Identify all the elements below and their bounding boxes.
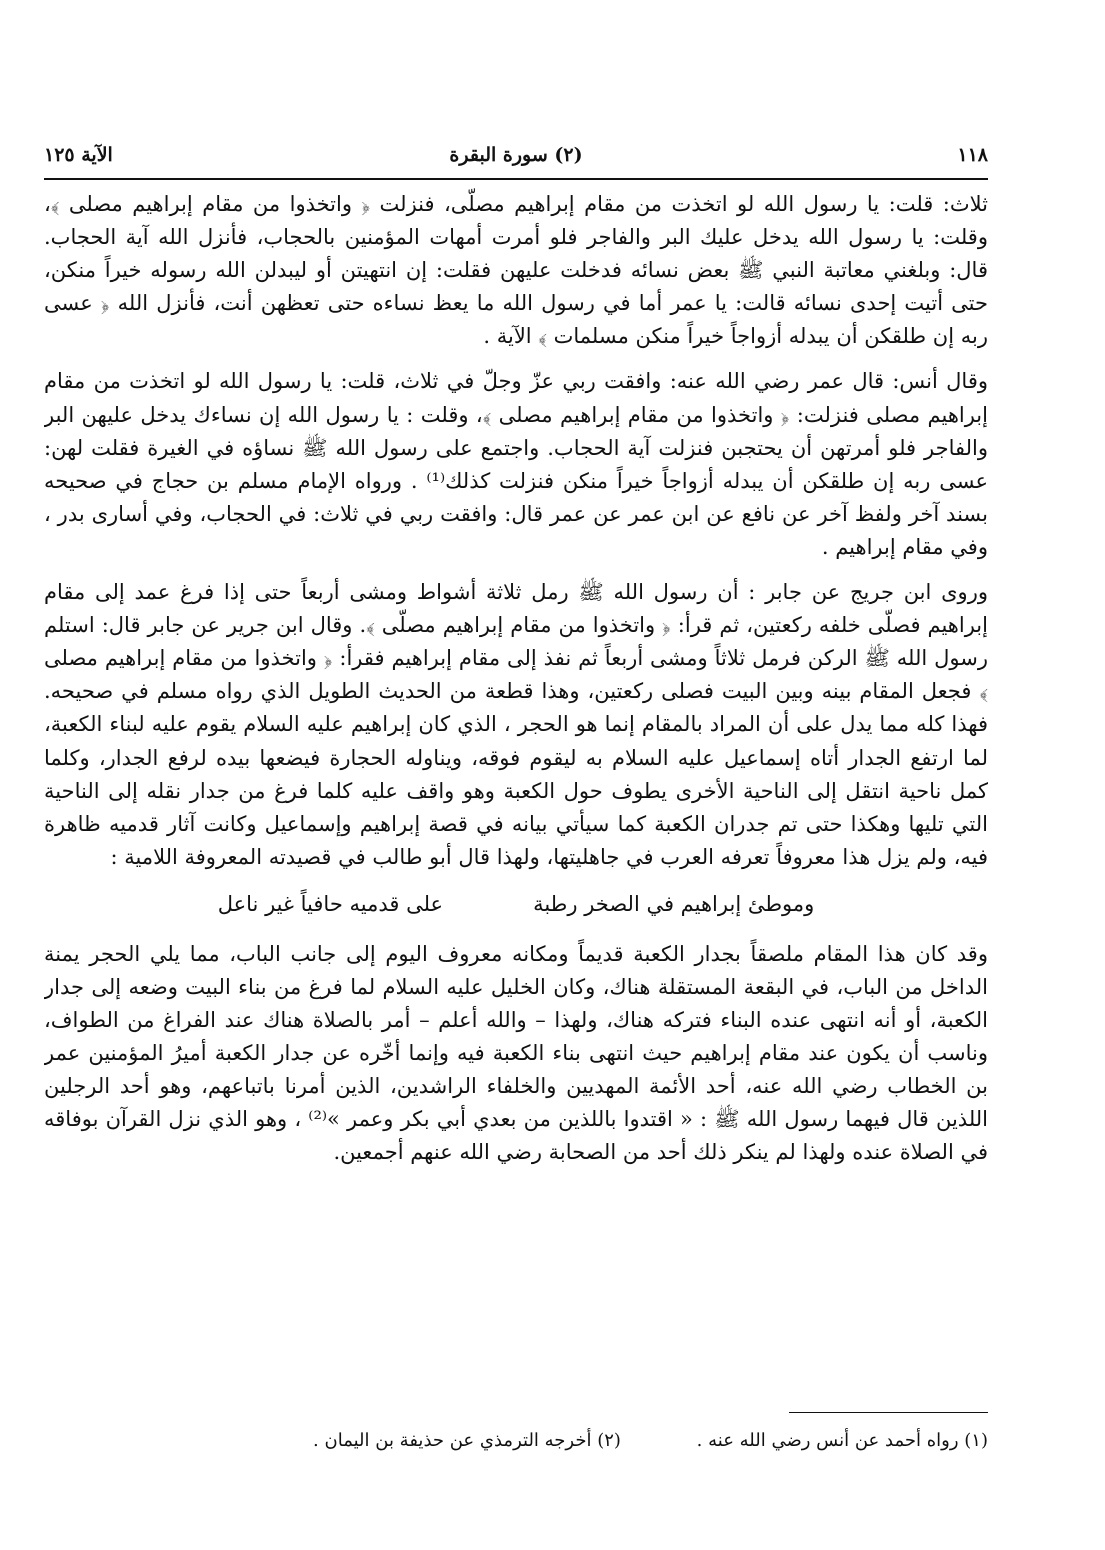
main-text: [44, 188, 988, 1403]
footnote: (٢) أخرجه الترمذي عن حذيفة بن اليمان .: [313, 1430, 621, 1451]
aya-reference: الآية ١٢٥: [44, 144, 113, 166]
page-header: [44, 144, 988, 178]
sura-title: (٢) سورة البقرة: [449, 144, 583, 166]
book-page: [44, 130, 988, 1520]
header-rule: [44, 178, 988, 180]
page-number: ١١٨: [957, 144, 988, 166]
footnote-rule: [789, 1412, 988, 1413]
poetry-verse: [44, 884, 988, 924]
verse-hemistich-first: وموطئ إبراهيم في الصخر رطبة: [533, 891, 815, 916]
verse-hemistich-second: على قدميه حافياً غير ناعل: [217, 891, 444, 916]
footnote: (١) رواه أحمد عن أنس رضي الله عنه .: [696, 1430, 988, 1451]
paragraph: وقد كان هذا المقام ملصقاً بجدار الكعبة قديماً ومكانه معروف اليوم إلى جانب الباب، مما يلي الحجر يمنة الداخل من الباب، في البقعة المستقلة هناك، وكان الخليل عليه السلام لما فرغ من بناء البيت وضعه إلى جدار الكعبة، أو أنه انتهى عنده البناء فتركه هناك، ولهذا – والله أعلم – أمر بالصلاة هناك عند الفراغ من الطواف، وناسب أن يكون عند مقام إبراهيم حيث انتهى بناء الكعبة فيه وإنما أخّره عن جدار الكعبة أميرُ المؤمنين عمر بن الخطاب رضي الله عنه، أحد الأئمة المهديين والخلفاء الراشدين، الذين أمرنا باتباعهم، وهو أحد الرجلين اللذين قال فيهما رسول الله ﷺ : « اقتدوا باللذين من بعدي أبي بكر وعمر »⁽²⁾ ، وهو الذي نزل القرآن بوفاقه في الصلاة عنده ولهذا لم ينكر ذلك أحد من الصحابة رضي الله عنهم أجمعين.: [44, 941, 988, 1165]
paragraph: وقال أنس: قال عمر رضي الله عنه: وافقت ربي عزّ وجلّ في ثلاث، قلت: يا رسول الله لو اتخذت من مقام إبراهيم مصلى فنزلت: ﴿ واتخذوا من مقام إبراهيم مصلى ﴾، وقلت : يا رسول الله إن نساءك يدخل عليهن البر والفاجر فلو أمرتهن أن يحتجبن فنزلت آية الحجاب. واجتمع على رسول الله ﷺ نساؤه في الغيرة فقلت لهن: عسى ربه إن طلقكن أن يبدله أزواجاً خيراً منكن فنزلت كذلك⁽¹⁾ . ورواه الإمام مسلم بن حجاج في صحيحه بسند آخر ولفظ آخر عن نافع عن ابن عمر عن عمر قال: وافقت ربي في ثلاث: في الحجاب، وفي أسارى بدر ، وفي مقام إبراهيم .: [44, 369, 988, 559]
footnotes: [44, 1425, 988, 1457]
paragraph: وروى ابن جريج عن جابر : أن رسول الله ﷺ رمل ثلاثة أشواط ومشى أربعاً حتى إذا فرغ عمد إلى مقام إبراهيم فصلّى خلفه ركعتين، ثم قرأ: ﴿ واتخذوا من مقام إبراهيم مصلّى ﴾. وقال ابن جرير عن جابر قال: استلم رسول الله ﷺ الركن فرمل ثلاثاً ومشى أربعاً ثم نفذ إلى مقام إبراهيم فقرأ: ﴿ واتخذوا من مقام إبراهيم مصلى ﴾ فجعل المقام بينه وبين البيت فصلى ركعتين، وهذا قطعة من الحديث الطويل الذي رواه مسلم في صحيحه. فهذا كله مما يدل على أن المراد بالمقام إنما هو الحجر ، الذي كان إبراهيم عليه السلام يقوم عليه لبناء الكعبة، لما ارتفع الجدار أتاه إسماعيل عليه السلام به ليقوم فوقه، ويناوله الحجارة فيضعها بيده لرفع الجدار، وكلما كمل ناحية انتقل إلى الناحية الأخرى يطوف حول الكعبة وهو واقف عليه كلما فرغ من جدار نقله إلى الناحية التي تليها وهكذا حتى تم جدران الكعبة كما سيأتي بيانه في قصة إبراهيم وإسماعيل وكانت آثار قدميه ظاهرة فيه، ولم يزل هذا معروفاً تعرفه العرب في جاهليتها، ولهذا قال أبو طالب في قصيدته المعروفة اللامية :: [44, 580, 988, 869]
paragraph: ثلاث: قلت: يا رسول الله لو اتخذت من مقام إبراهيم مصلّى، فنزلت ﴿ واتخذوا من مقام إبراهيم مصلى ﴾، وقلت: يا رسول الله يدخل عليك البر والفاجر فلو أمرت أمهات المؤمنين بالحجاب، فأنزل الله آية الحجاب. قال: وبلغني معاتبة النبي ﷺ بعض نسائه فدخلت عليهن فقلت: إن انتهيتن أو ليبدلن الله رسوله خيراً منكن، حتى أتيت إحدى نسائه قالت: يا عمر أما في رسول الله ما يعظ نساءه حتى تعظهن أنت، فأنزل الله ﴿ عسى ربه إن طلقكن أن يبدله أزواجاً خيراً منكن مسلمات ﴾ الآية .: [44, 192, 988, 349]
